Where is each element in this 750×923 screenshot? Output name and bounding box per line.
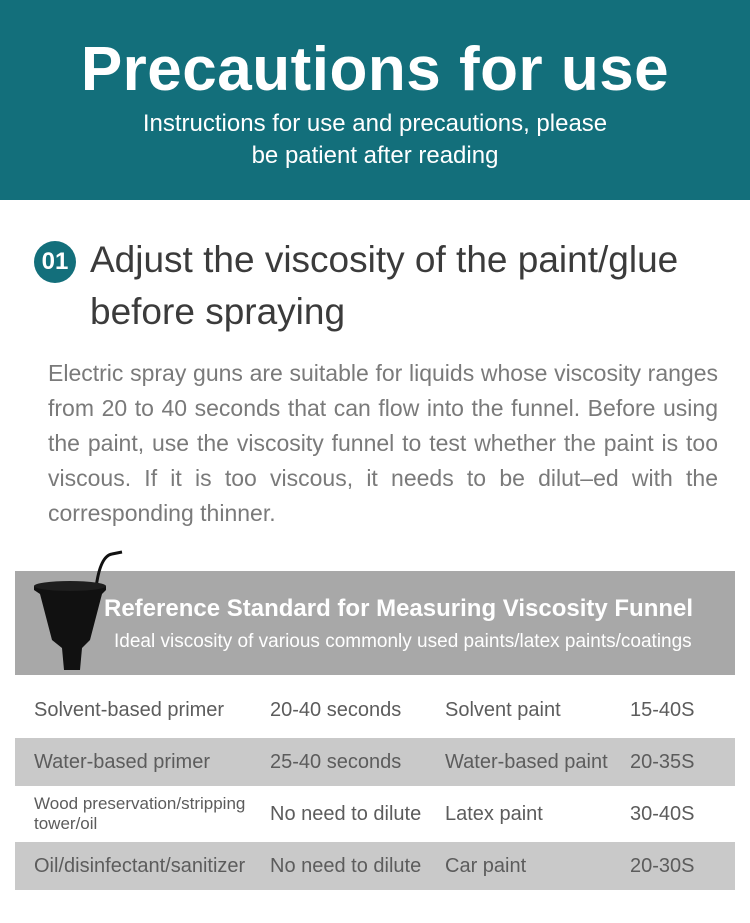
header-subtitle-line1: Instructions for use and precautions, please: [142, 110, 608, 137]
table-cell: 20-30S: [630, 854, 695, 877]
table-cell: Oil/disinfectant/sanitizer: [34, 854, 246, 877]
reference-title: Reference Standard for Measuring Viscosity Funnel: [104, 595, 694, 622]
table-row: [15, 738, 735, 786]
table-cell: Car paint: [445, 854, 527, 877]
table-cell: Solvent paint: [445, 698, 561, 721]
header-subtitle-line2: be patient after reading: [251, 142, 499, 169]
section-heading-line2: before spraying: [90, 291, 346, 332]
table-cell: Water-based paint: [445, 750, 608, 773]
section-heading-line1: Adjust the viscosity of the paint/glue: [90, 239, 679, 280]
table-cell: Water-based primer: [34, 750, 210, 773]
header-banner: [0, 0, 750, 200]
page-title: Precautions for use: [80, 35, 670, 104]
table-cell: Wood preservation/stripping tower/oil: [34, 794, 246, 833]
reference-subtitle: Ideal viscosity of various commonly used paints/latex paints/coatings: [114, 631, 692, 652]
table-cell: No need to dilute: [270, 854, 422, 877]
table-cell: 20-40 seconds: [270, 698, 402, 721]
table-cell: 20-35S: [630, 750, 695, 773]
table-cell: No need to dilute: [270, 802, 422, 825]
section-number-badge: 01: [34, 241, 76, 283]
table-cell: 25-40 seconds: [270, 750, 402, 773]
table-row: [15, 790, 735, 838]
table-cell: 15-40S: [630, 698, 695, 721]
section-paragraph: Electric spray guns are suitable for liquids whose viscosity ranges from 20 to 40 seconds that can flow into the funnel. Before using the paint, use the viscosity funnel to test whether the paint is too viscous. If it is too viscous, it needs to be dilut–ed with the corresponding thinner.: [48, 360, 718, 526]
table-cell: Solvent-based primer: [34, 698, 225, 721]
table-cell: Latex paint: [445, 802, 543, 825]
table-row: [15, 686, 735, 734]
table-row: [15, 842, 735, 890]
table-cell: 30-40S: [630, 802, 695, 825]
